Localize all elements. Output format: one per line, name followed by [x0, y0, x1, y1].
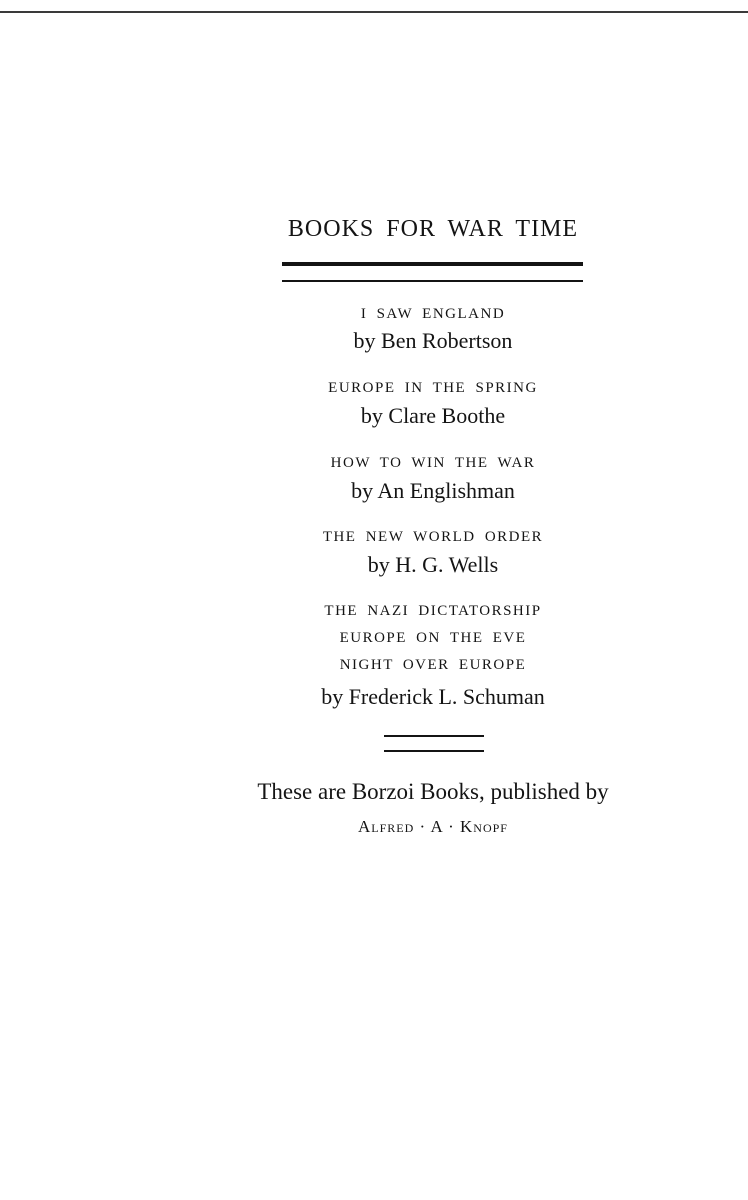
publisher-name: Alfred · A · Knopf: [358, 817, 508, 836]
book-author: by An Englishman: [351, 478, 515, 503]
book-author: by Ben Robertson: [353, 328, 513, 353]
book-title: I SAW ENGLAND: [360, 306, 506, 322]
book-author: by Clare Boothe: [360, 403, 506, 428]
book-author: by H. G. Wells: [367, 552, 499, 577]
heading-rule-thin: [282, 280, 583, 282]
heading-rule-thick: [282, 262, 583, 266]
separator-rule-upper: [384, 735, 484, 737]
book-title: EUROPE IN THE SPRING: [328, 380, 538, 396]
book-title: THE NAZI DICTATORSHIP: [324, 603, 542, 619]
separator-rule-lower: [384, 750, 484, 752]
top-border-rule: [0, 11, 748, 13]
publisher-statement: These are Borzoi Books, published by: [257, 779, 609, 804]
book-author: by Frederick L. Schuman: [321, 684, 545, 709]
page-heading: BOOKS FOR WAR TIME: [287, 216, 579, 242]
book-title: NIGHT OVER EUROPE: [339, 657, 527, 673]
book-title: HOW TO WIN THE WAR: [330, 455, 536, 471]
book-title: EUROPE ON THE EVE: [339, 630, 527, 646]
book-title: THE NEW WORLD ORDER: [322, 529, 544, 545]
